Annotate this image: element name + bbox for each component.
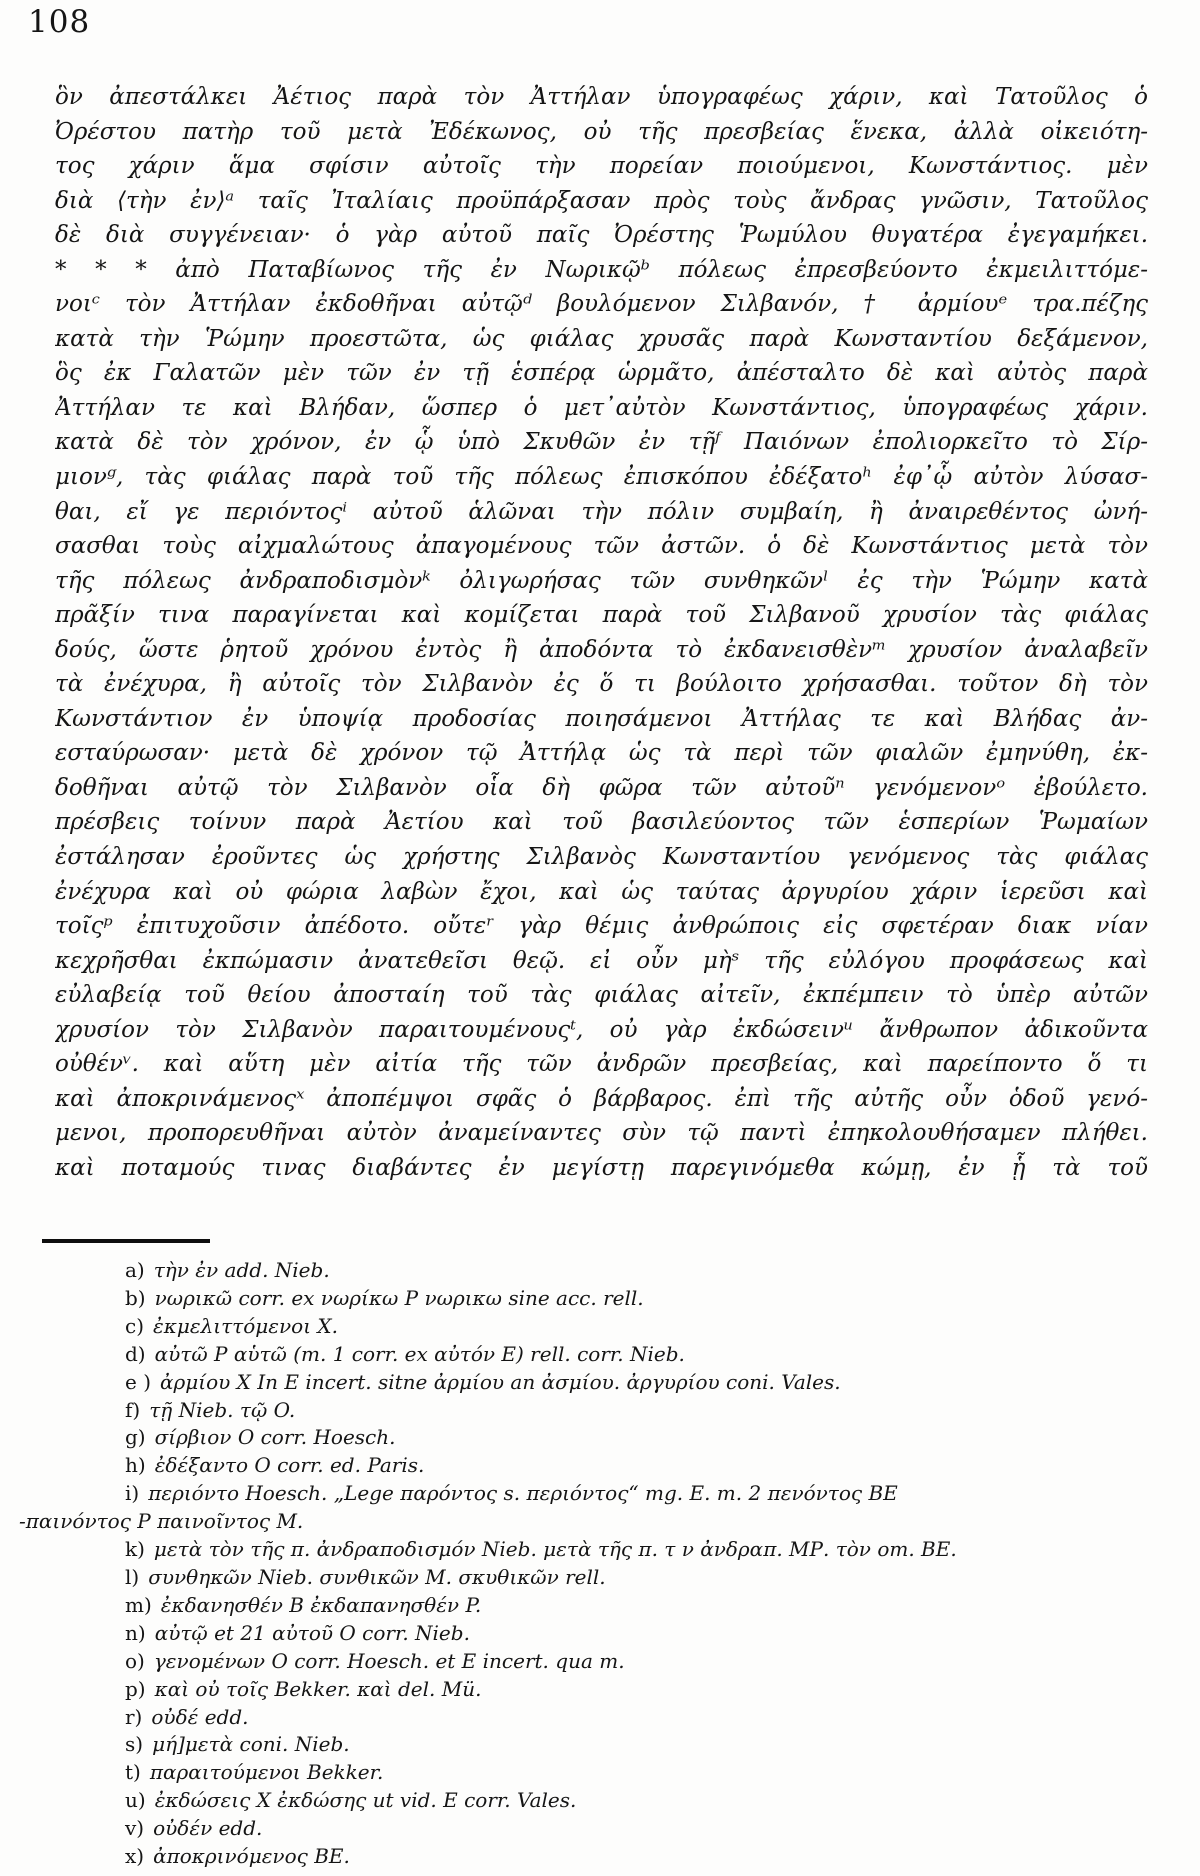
apparatus-note-label: m) bbox=[125, 1592, 152, 1617]
text-line: θαι, εἴ γε περιόντοςⁱ αὐτοῦ ἁλῶναι τὴν πόλιν συμβαίη, ἢ ἀναιρεθέντος ὠνή- bbox=[55, 498, 1148, 525]
text-line: καὶ ἀποκρινάμενοςˣ ἀποπέμψοι σφᾶς ὁ βάρβαρος. ἐπὶ τῆς αὐτῆς οὖν ὁδοῦ γενό- bbox=[55, 1085, 1148, 1112]
text-line: κατὰ δὲ τὸν χρόνον, ἐν ᾧ ὑπὸ Σκυθῶν ἐν τῇᶠ Παιόνων ἐπολιορκεῖτο τὸ Σίρ- bbox=[55, 429, 1148, 456]
apparatus-note bbox=[55, 1452, 1155, 1480]
apparatus-note-text: καὶ οὐ τοῖς Bekker. καὶ del. Mü. bbox=[154, 1676, 482, 1701]
apparatus-note-text: ἐδέξαντο O corr. ed. Paris. bbox=[154, 1453, 425, 1478]
text-line: ὃν ἀπεστάλκει Ἀέτιος παρὰ τὸν Ἀττήλαν ὑπογραφέως χάριν, καὶ Τατοῦλος ὁ bbox=[55, 84, 1148, 110]
apparatus-note bbox=[55, 1731, 1155, 1759]
apparatus-note-label: e ) bbox=[125, 1369, 151, 1394]
apparatus-note-label: s) bbox=[125, 1732, 144, 1757]
text-line: σασθαι τοὺς αἰχμαλώτους ἀπαγομένους τῶν ἀστῶν. ὁ δὲ Κωνστάντιος μετὰ τὸν bbox=[55, 533, 1148, 560]
apparatus-note-label: i) bbox=[125, 1481, 140, 1506]
text-line: δὲ διὰ συγγένειαν· ὁ γὰρ αὐτοῦ παῖς Ὀρέστης Ῥωμύλου θυγατέρα ἐγεγαμήκει. bbox=[55, 222, 1148, 249]
text-line: διὰ ⟨τὴν ἐν⟩ᵃ ταῖς Ἰταλίαις προϋπάρξασαν πρὸς τοὺς ἄνδρας γνῶσιν, Τατοῦλος bbox=[55, 187, 1148, 214]
apparatus-note-text: νωρικῶ corr. ex νωρίκω P νωρικω sine acc. rell. bbox=[154, 1285, 644, 1310]
apparatus-note bbox=[55, 1787, 1155, 1815]
text-line: νοιᶜ τὸν Ἀττήλαν ἐκδοθῆναι αὐτῷᵈ βουλόμενον Σιλβανόν, † ἀρμίουᵉ τρα.πέζης bbox=[55, 291, 1148, 318]
apparatus-note bbox=[55, 1369, 1155, 1397]
apparatus-note-label: o) bbox=[125, 1648, 145, 1673]
apparatus-note bbox=[55, 1759, 1155, 1787]
text-line: μενοι, προπορευθῆναι αὐτὸν ἀναμείναντες σὺν τῷ παντὶ ἐπηκολουθήσαμεν πλήθει. bbox=[55, 1120, 1148, 1147]
apparatus-note bbox=[55, 1285, 1155, 1313]
apparatus-note-label: l) bbox=[125, 1564, 140, 1589]
critical-apparatus bbox=[19, 1257, 1155, 1871]
apparatus-note bbox=[55, 1536, 1155, 1564]
page-number: 108 bbox=[28, 4, 91, 40]
text-line: Ὀρέστου πατὴρ τοῦ μετὰ Ἐδέκωνος, οὐ τῆς πρεσβείας ἕνεκα, ἀλλὰ οἰκειότη- bbox=[55, 118, 1148, 145]
apparatus-note-text: συνθηκῶν Nieb. συνθικῶν M. σκυθικῶν rell. bbox=[148, 1564, 606, 1589]
text-line: Ἀττήλαν τε καὶ Βλήδαν, ὥσπερ ὁ μετ᾽αὐτὸν Κωνστάντιος, ὑπογραφέως χάριν. bbox=[55, 394, 1148, 421]
text-line: πρᾶξίν τινα παραγίνεται καὶ κομίζεται παρὰ τοῦ Σιλβανοῦ χρυσίον τὰς φιάλας bbox=[55, 602, 1148, 629]
text-line: ὃς ἐκ Γαλατῶν μὲν τῶν ἐν τῇ ἑσπέρᾳ ὡρμᾶτο, ἀπέσταλτο δὲ καὶ αὐτὸς παρὰ bbox=[55, 360, 1148, 387]
text-line: εσταύρωσαν· μετὰ δὲ χρόνον τῷ Ἀττήλᾳ ὡς τὰ περὶ τῶν φιαλῶν ἐμηνύθη, ἐκ- bbox=[55, 740, 1148, 767]
text-line: πρέσβεις τοίνυν παρὰ Ἀετίου καὶ τοῦ βασιλεύοντος τῶν ἑσπερίων Ῥωμαίων bbox=[55, 809, 1148, 836]
text-line: μιονᵍ, τὰς φιάλας παρὰ τοῦ τῆς πόλεως ἐπισκόπου ἐδέξατοʰ ἐφ᾽ᾧ αὐτὸν λύσασ- bbox=[55, 464, 1148, 491]
apparatus-note bbox=[55, 1424, 1155, 1452]
text-line: κεχρῆσθαι ἐκπώμασιν ἀνατεθεῖσι θεῷ. εἰ οὖν μὴˢ τῆς εὐλόγου προφάσεως καὶ bbox=[55, 947, 1148, 974]
apparatus-note-label: u) bbox=[125, 1788, 146, 1813]
apparatus-note bbox=[55, 1257, 1155, 1285]
apparatus-note-text: αὐτῶ P αὑτῶ (m. 1 corr. ex αὐτόν E) rell. corr. Nieb. bbox=[154, 1341, 685, 1366]
apparatus-note-label: k) bbox=[125, 1537, 145, 1562]
apparatus-note-text: μετὰ τὸν τῆς π. ἀνδραποδισμόν Nieb. μετὰ τῆς π. τ ν ἀνδραπ. ΜΡ. τὸν om. BE. bbox=[153, 1537, 957, 1562]
apparatus-note-text: γενομένων O corr. Hoesch. et E incert. qua m. bbox=[153, 1648, 625, 1673]
text-line: ἐνέχυρα καὶ οὐ φώρια λαβὼν ἔχοι, καὶ ὡς ταύτας ἀργυρίου χάριν ἱερεῦσι καὶ bbox=[55, 878, 1148, 905]
apparatus-note-label: n) bbox=[125, 1620, 146, 1645]
text-line: καὶ ποταμούς τινας διαβάντες ἐν μεγίστῃ παρεγινόμεθα κώμῃ, ἐν ᾗ τὰ τοῦ bbox=[55, 1154, 1148, 1181]
text-line: τὰ ἐνέχυρα, ἢ αὐτοῖς τὸν Σιλβανὸν ἐς ὅ τι βούλοιτο χρήσασθαι. τοῦτον δὴ τὸν bbox=[55, 671, 1148, 698]
apparatus-note-text: σίρβιον O corr. Hoesch. bbox=[154, 1425, 396, 1450]
apparatus-note-text: περιόντο Hoesch. „Lege παρόντος s. περιόντος“ mg. E. m. 2 πενόντος BE bbox=[148, 1481, 898, 1506]
apparatus-note-text: παραιτούμενοι Bekker. bbox=[149, 1760, 384, 1785]
apparatus-note-text: ἐκδώσεις X ἐκδώσης ut vid. E corr. Vales. bbox=[154, 1788, 577, 1813]
text-line: εὐλαβείᾳ τοῦ θείου ἀποσταίη τοῦ τὰς φιάλας αἰτεῖν, ἐκπέμπειν τὸ ὑπὲρ αὐτῶν bbox=[55, 982, 1148, 1009]
apparatus-note-text: ἐκδανησθέν B ἐκδαπανησθέν P. bbox=[160, 1592, 482, 1617]
apparatus-note bbox=[55, 1397, 1155, 1425]
apparatus-note-label: r) bbox=[125, 1704, 143, 1729]
apparatus-note bbox=[55, 1620, 1155, 1648]
text-line: τοῖςᵖ ἐπιτυχοῦσιν ἀπέδοτο. οὔτεʳ γὰρ θέμις ἀνθρώποις εἰς σφετέραν διακ νίαν bbox=[55, 913, 1148, 940]
text-line: * * * ἀπὸ Παταβίωνος τῆς ἐν Νωρικῷᵇ πόλεως ἐπρεσβεύοντο ἐκμειλιττόμε- bbox=[55, 256, 1148, 283]
apparatus-note-text: μή]μετὰ coni. Nieb. bbox=[152, 1732, 350, 1757]
text-line: τος χάριν ἅμα σφίσιν αὐτοῖς τὴν πορείαν ποιούμενοι, Κωνστάντιος. μὲν bbox=[55, 153, 1148, 180]
text-line: ἐστάλησαν ἐροῦντες ὡς χρήστης Σιλβανὸς Κωνσταντίου γενόμενος τὰς φιάλας bbox=[55, 844, 1148, 871]
text-line: Κωνστάντιον ἐν ὑποψίᾳ προδοσίας ποιησάμενοι Ἀττήλας τε καὶ Βλήδας ἀν- bbox=[55, 705, 1148, 732]
text-line: χρυσίον τὸν Σιλβανὸν παραιτουμένουςᵗ, οὐ γὰρ ἐκδώσεινᵘ ἄνθρωπον ἀδικοῦντα bbox=[55, 1016, 1148, 1043]
footnote-separator-rule bbox=[42, 1239, 210, 1243]
apparatus-note-text: οὐδέν edd. bbox=[153, 1816, 263, 1841]
apparatus-note bbox=[10, 1508, 1155, 1536]
apparatus-note bbox=[55, 1313, 1155, 1341]
apparatus-note bbox=[55, 1676, 1155, 1704]
apparatus-note-label: b) bbox=[125, 1285, 146, 1310]
apparatus-note bbox=[55, 1564, 1155, 1592]
apparatus-note-text: αὐτῷ et 21 αὐτοῦ O corr. Nieb. bbox=[154, 1620, 470, 1645]
text-line: κατὰ τὴν Ῥώμην προεστῶτα, ὡς φιάλας χρυσᾶς παρὰ Κωνσταντίου δεξάμενον, bbox=[55, 325, 1148, 352]
apparatus-note-text: ἀποκρινόμενος BE. bbox=[153, 1844, 350, 1869]
apparatus-note-label: v) bbox=[125, 1816, 145, 1841]
apparatus-note-label: a) bbox=[125, 1258, 145, 1282]
apparatus-note-text: ἐκμελιττόμενοι X. bbox=[153, 1313, 339, 1338]
apparatus-note-text: ἀρμίου X In E incert. sitne ἀρμίου an ἀσμίου. ἀργυρίου coni. Vales. bbox=[160, 1369, 841, 1394]
apparatus-note-label: f) bbox=[125, 1397, 141, 1422]
apparatus-note-text: τῇ Nieb. τῷ O. bbox=[149, 1397, 296, 1422]
apparatus-note-text: οὐδέ edd. bbox=[151, 1704, 249, 1729]
apparatus-note-text: -παινόντος P παινοῖντος M. bbox=[19, 1509, 304, 1534]
apparatus-note-label: d) bbox=[125, 1341, 146, 1366]
text-line: οὐθένᵛ. καὶ αὕτη μὲν αἰτία τῆς τῶν ἀνδρῶν πρεσβείας, καὶ παρείποντο ὅ τι bbox=[55, 1051, 1148, 1078]
apparatus-note bbox=[55, 1843, 1155, 1871]
apparatus-note bbox=[55, 1704, 1155, 1732]
apparatus-note bbox=[55, 1480, 1155, 1508]
text-line: δούς, ὥστε ῥητοῦ χρόνου ἐντὸς ἢ ἀποδόντα τὸ ἐκδανεισθὲνᵐ χρυσίον ἀναλαβεῖν bbox=[55, 636, 1148, 663]
apparatus-note-label: x) bbox=[125, 1844, 145, 1869]
greek-main-text bbox=[55, 80, 1148, 1186]
text-line: δοθῆναι αὐτῷ τὸν Σιλβανὸν οἷα δὴ φῶρα τῶν αὐτοῦⁿ γενόμενονᵒ ἐβούλετο. bbox=[55, 774, 1148, 801]
apparatus-note bbox=[55, 1648, 1155, 1676]
apparatus-note bbox=[55, 1592, 1155, 1620]
apparatus-note bbox=[55, 1341, 1155, 1369]
apparatus-note-text: τὴν ἐν add. Nieb. bbox=[153, 1258, 330, 1282]
apparatus-note-label: t) bbox=[125, 1760, 141, 1785]
apparatus-note-label: p) bbox=[125, 1676, 146, 1701]
apparatus-note-label: g) bbox=[125, 1425, 146, 1450]
text-line: τῆς πόλεως ἀνδραποδισμὸνᵏ ὀλιγωρήσας τῶν συνθηκῶνˡ ἐς τὴν Ῥώμην κατὰ bbox=[55, 567, 1148, 594]
apparatus-note bbox=[55, 1815, 1155, 1843]
apparatus-note-label: c) bbox=[125, 1313, 145, 1338]
apparatus-note-label: h) bbox=[125, 1453, 146, 1478]
